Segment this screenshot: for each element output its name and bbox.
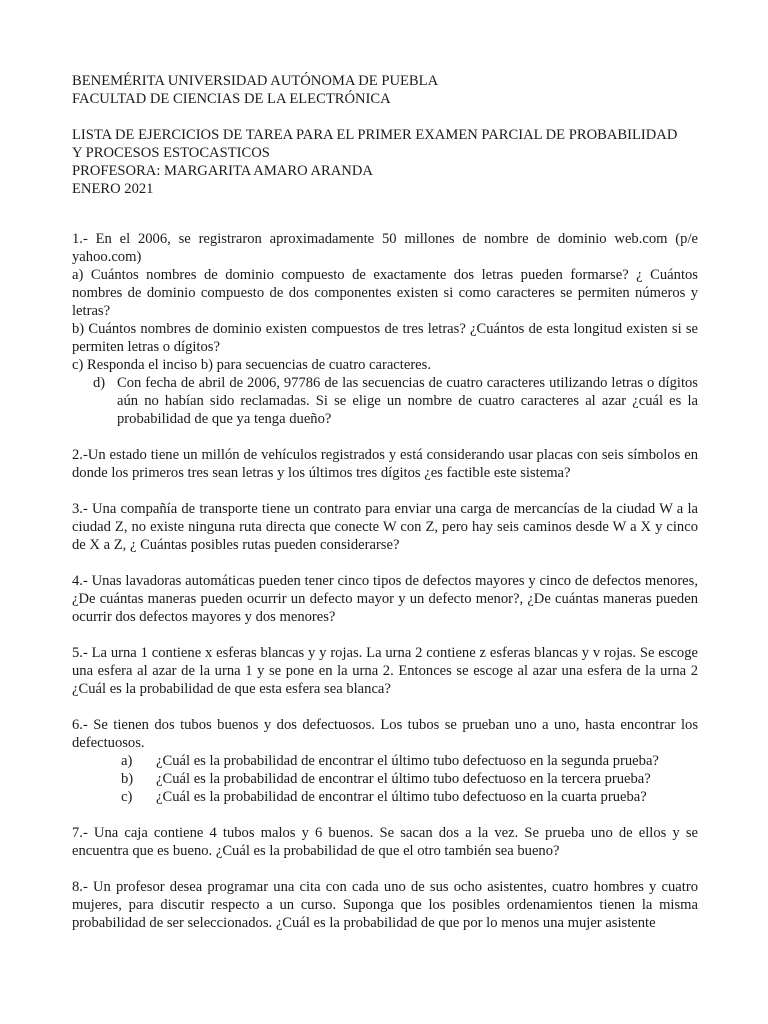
exercise-2: 2.-Un estado tiene un millón de vehículos registrados y está considerando usar placas con seis símbolos en donde los primeros tres sean letras y los últimos tres dígitos ¿es factible este sistema? bbox=[72, 447, 698, 481]
exercise-1-part-a: a) Cuántos nombres de dominio compuesto de exactamente dos letras pueden formarse? ¿ Cuántos nombres de dominio compuesto de dos componentes existen si como caracteres se permiten números y letras? bbox=[72, 267, 698, 319]
exercise-1-intro: 1.- En el 2006, se registraron aproximadamente 50 millones de nombre de dominio web.com (p/e yahoo.com) bbox=[72, 231, 698, 265]
university-name: BENEMÉRITA UNIVERSIDAD AUTÓNOMA DE PUEBLA bbox=[72, 73, 439, 89]
exercise-6-part-a bbox=[72, 752, 698, 770]
list-marker: d) bbox=[93, 375, 106, 391]
exercise-8: 8.- Un profesor desea programar una cita con cada uno de sus ocho asistentes, cuatro hombres y cuatro mujeres, para discutir respecto a un curso. Suponga que los posibles ordenamientos tienen la misma probabilidad de ser seleccionados. ¿Cuál es la probabilidad de que por lo menos una mujer asistente bbox=[72, 879, 698, 931]
exercise-6 bbox=[72, 716, 698, 806]
document-date: ENERO 2021 bbox=[72, 181, 154, 197]
faculty-name: FACULTAD DE CIENCIAS DE LA ELECTRÓNICA bbox=[72, 91, 391, 107]
document-page bbox=[72, 72, 698, 932]
list-marker: b) bbox=[121, 771, 134, 787]
document-title: LISTA DE EJERCICIOS DE TAREA PARA EL PRIMER EXAMEN PARCIAL DE PROBABILIDAD bbox=[72, 127, 678, 143]
exercise-6-part-c bbox=[72, 788, 698, 806]
exercise-4: 4.- Unas lavadoras automáticas pueden tener cinco tipos de defectos mayores y cinco de defectos menores, ¿De cuántas maneras pueden ocurrir un defecto mayor y un defecto menor?, ¿De cuántas maneras pueden ocurrir dos defectos mayores y dos menores? bbox=[72, 573, 698, 625]
exercise-3: 3.- Una compañía de transporte tiene un contrato para enviar una carga de mercancías de la ciudad W a la ciudad Z, no existe ninguna ruta directa que conecte W con Z, pero hay seis caminos desde W a X y cinco de X a Z, ¿ Cuántas posibles rutas pueden considerarse? bbox=[72, 501, 698, 553]
list-marker: a) bbox=[121, 753, 133, 769]
professor-name: PROFESORA: MARGARITA AMARO ARANDA bbox=[72, 163, 373, 179]
exercise-1-part-b: b) Cuántos nombres de dominio existen compuestos de tres letras? ¿Cuántos de esta longitud existen si se permiten letras o dígitos? bbox=[72, 321, 698, 355]
exercise-5: 5.- La urna 1 contiene x esferas blancas y y rojas. La urna 2 contiene z esferas blancas y v rojas. Se escoge una esfera al azar de la urna 1 y se pone en la urna 2. Entonces se escoge al azar una esfera de la urna 2 ¿Cuál es la probabilidad de que esta esfera sea blanca? bbox=[72, 645, 698, 697]
exercise-1-part-d bbox=[72, 374, 698, 428]
exercise-1-part-d-text: Con fecha de abril de 2006, 97786 de las secuencias de cuatro caracteres utilizando letras o dígitos aún no habían sido reclamadas. Si se elige un nombre de cuatro caracteres al azar ¿cuál es la probabilidad de que ya tenga dueño? bbox=[117, 375, 698, 427]
exercise-6-part-c-text: ¿Cuál es la probabilidad de encontrar el último tubo defectuoso en la cuarta prueba? bbox=[156, 789, 647, 805]
document-header bbox=[72, 72, 698, 198]
exercise-6-part-b-text: ¿Cuál es la probabilidad de encontrar el último tubo defectuoso en la tercera prueba? bbox=[156, 771, 651, 787]
exercise-6-intro: 6.- Se tienen dos tubos buenos y dos defectuosos. Los tubos se prueban uno a uno, hasta encontrar los defectuosos. bbox=[72, 717, 698, 751]
exercise-7: 7.- Una caja contiene 4 tubos malos y 6 buenos. Se sacan dos a la vez. Se prueba uno de ellos y se encuentra que es bueno. ¿Cuál es la probabilidad de que el otro también sea bueno? bbox=[72, 825, 698, 859]
exercise-6-part-a-text: ¿Cuál es la probabilidad de encontrar el último tubo defectuoso en la segunda prueba? bbox=[156, 753, 659, 769]
document-title-continued: Y PROCESOS ESTOCASTICOS bbox=[72, 145, 270, 161]
list-marker: c) bbox=[121, 789, 133, 805]
exercise-1-part-c: c) Responda el inciso b) para secuencias de cuatro caracteres. bbox=[72, 357, 431, 373]
exercise-1 bbox=[72, 230, 698, 428]
exercise-6-part-b bbox=[72, 770, 698, 788]
